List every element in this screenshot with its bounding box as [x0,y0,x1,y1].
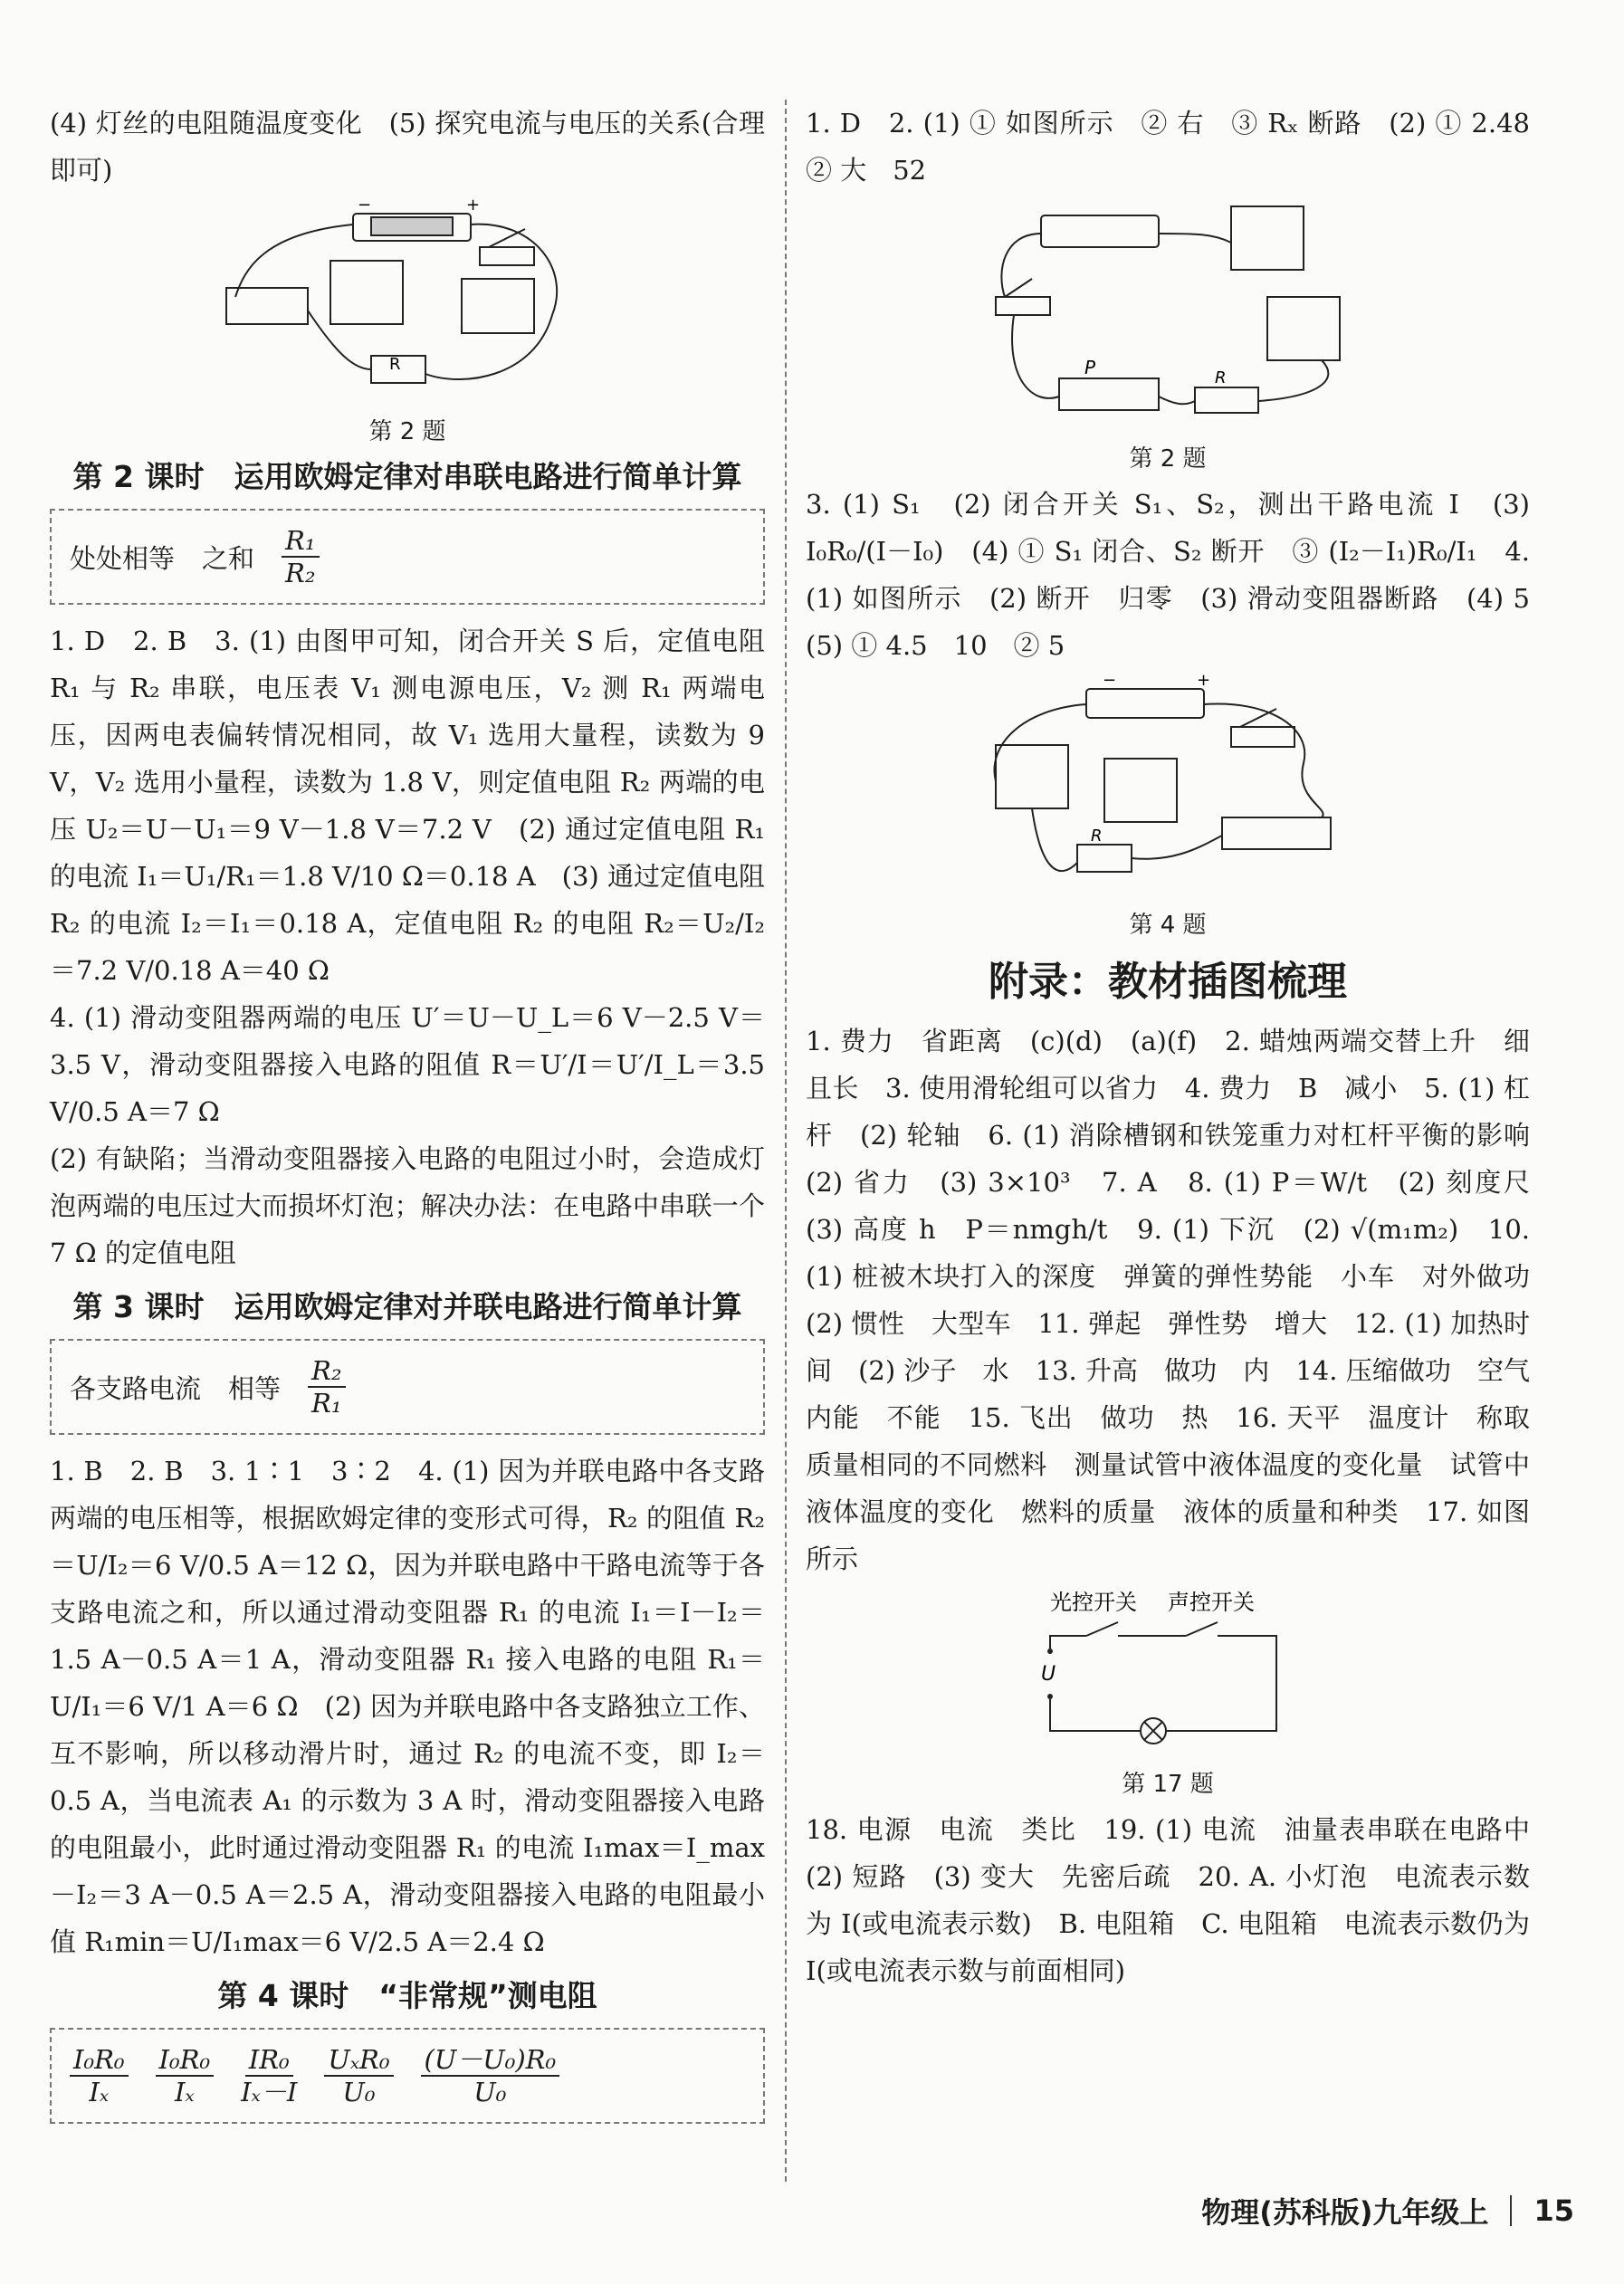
page-number: 15 [1533,2193,1574,2228]
answer-paragraph: 4. (1) 滑动变阻器两端的电压 U′＝U－U_L＝6 V－2.5 V＝3.5 V，滑动变阻器接入电路的阻值 R＝U′/I＝U′/I_L＝3.5 V/0.5 A＝7 Ω [50,1002,765,1127]
svg-text:P: P [1084,357,1096,378]
fill-box-section3 [50,1339,765,1435]
answer-paragraph: 18. 电源 电流 类比 19. (1) 电流 油量表串联在电路中 (2) 短路 (3) 变大 先密后疏 20. A. 小灯泡 电流表示数为 I(或电流表示数) B. 电阻箱 C. 电阻箱 电流表示数仍为 I(或电流表示数与前面相同) [806,1814,1557,1986]
box-text: 处处相等 [70,542,176,574]
appendix-title: 附录：教材插图梳理 [989,959,1347,1005]
numerator: R₂ [308,1355,345,1388]
circuit-figure-4 [806,673,1530,903]
fraction [70,2044,129,2107]
denominator: Iₓ [174,2077,195,2107]
answer-paragraph: 1. D 2. B 3. (1) 由图甲可知，闭合开关 S 后，定值电阻 R₁ 与 R₂ 串联，电压表 V₁ 测电源电压，V₂ 测 R₁ 两端电压，因两电表偏转情况相同，故 V₁ 选用大量程，读数为 9 V，V₂ 选用小量程，读数为 1.8 V，则定值电阻 R₂ 两端的电压 U₂＝U－U₁＝9 V－1.8 V＝7.2 V (2) 通过定值电阻 R₁ 的电流 I₁＝U₁/R₁＝1.8 V/10 Ω＝0.18 A (3) 通过定值电阻 R₂ 的电流 I₂＝I₁＝0.18 A，定值电阻 R₂ 的电阻 R₂＝U₂/I₂＝7.2 V/0.18 A＝40 Ω [50,626,765,986]
figure-caption: 第 4 题 [1129,912,1207,939]
fraction [241,2044,297,2107]
numerator: (U－U₀)R₀ [421,2044,560,2077]
book-title: 物理(苏科版)九年级上 [1201,2195,1489,2230]
light-switch-label: 光控开关 [1050,1590,1137,1615]
svg-text:+: + [466,197,481,215]
svg-text:−: − [358,197,372,215]
denominator: Iₓ [89,2077,110,2107]
right-column [806,100,1557,1994]
svg-text:R: R [1091,827,1103,846]
section-3-title: 第 3 课时 运用欧姆定律对并联电路进行简单计算 [72,1289,742,1324]
answer-paragraph: 1. D 2. (1) ① 如图所示 ② 右 ③ Rₓ 断路 (2) ① 2.48 ② 大 52 [806,108,1557,186]
svg-text:−: − [1103,673,1117,690]
figure-caption: 第 2 题 [368,418,446,445]
denominator: U₀ [473,2077,507,2107]
box-text: 各支路电流 [70,1372,202,1404]
numerator: I₀R₀ [70,2044,129,2077]
answer-paragraph: 1. B 2. B 3. 1∶1 3∶2 4. (1) 因为并联电路中各支路两端的电压相等，根据欧姆定律的变形式可得，R₂ 的阻值 R₂＝U/I₂＝6 V/0.5 A＝12 Ω，因为并联电路中干路电流等于各支路电流之和，所以通过滑动变阻器 R₁ 的电流 I₁＝I－I₂＝1.5 A－0.5 A＝1 A，滑动变阻器 R₁ 接入电路的电阻 R₁＝U/I₁＝6 V/1 A＝6 Ω (2) 因为并联电路中各支路独立工作、互不影响，所以移动滑片时，通过 R₂ 的电流不变，即 I₂＝0.5 A，当电流表 A₁ 的示数为 3 A 时，滑动变阻器接入电路的电阻最小，此时通过滑动变阻器 R₁ 的电流 I₁max＝I_max－I₂＝3 A－0.5 A＝2.5 A，滑动变阻器接入电路的电阻最小值 R₁min＝U/I₁max＝6 V/2.5 A＝2.4 Ω [50,1456,765,1957]
voltage-label: U [1041,1663,1056,1686]
denominator: R₂ [285,558,316,588]
answer-paragraph: 3. (1) S₁ (2) 闭合开关 S₁、S₂，测出干路电流 I (3) I₀R₀/(I－I₀) (4) ① S₁ 闭合、S₂ 断开 ③ (I₂－I₁)R₀/I₁ 4. (1) 如图所示 (2) 断开 归零 (3) 滑动变阻器断路 (4) 5 (5) ① 4.5 10 ② 5 [806,489,1557,661]
svg-text:R: R [1215,368,1227,387]
fraction [156,2044,215,2107]
figure-caption: 第 17 题 [1122,1771,1214,1798]
denominator: U₀ [342,2077,376,2107]
section-4-title: 第 4 课时 “非常规”测电阻 [217,1978,597,2013]
page-footer [1201,2190,1574,2231]
svg-text:+: + [1197,673,1211,690]
sound-switch-label: 声控开关 [1168,1590,1255,1615]
numerator: I₀R₀ [156,2044,215,2077]
numerator: R₁ [282,525,319,558]
fraction [324,2044,393,2107]
section-2-title: 第 2 课时 运用欧姆定律对串联电路进行简单计算 [72,459,742,494]
fraction [282,525,319,588]
fill-box-section2 [50,509,765,605]
circuit-figure-2-left [50,197,765,409]
fraction [308,1355,345,1419]
footer-divider [1510,2195,1512,2226]
figure-caption: 第 2 题 [1129,445,1207,473]
denominator: R₁ [311,1388,342,1419]
box-text: 相等 [228,1372,282,1404]
fraction [421,2044,560,2107]
fill-box-section4 [50,2028,765,2124]
svg-text:R: R [389,355,401,374]
column-divider [785,100,787,2182]
circuit-figure-17 [806,1586,1530,1762]
left-column [50,100,765,2136]
box-text: 之和 [202,542,255,574]
answer-paragraph: (2) 有缺陷；当滑动变阻器接入电路的电阻过小时，会造成灯泡两端的电压过大而损坏灯泡；解决办法：在电路中串联一个 7 Ω 的定值电阻 [50,1143,765,1268]
circuit-figure-2-right [806,197,1530,436]
numerator: UₓR₀ [324,2044,393,2077]
intro-text: (4) 灯丝的电阻随温度变化 (5) 探究电流与电压的关系(合理即可) [50,108,765,186]
denominator: Iₓ－I [241,2077,298,2107]
numerator: IR₀ [245,2044,293,2077]
answer-paragraph: 1. 费力 省距离 (c)(d) (a)(f) 2. 蜡烛两端交替上升 细且长 3. 使用滑轮组可以省力 4. 费力 B 减小 5. (1) 杠杆 (2) 轮轴 6. (1) 消除槽钢和铁笼重力对杠杆平衡的影响 (2) 省力 (3) 3×10³ 7. A 8. (1) P＝W/t (2) 刻度尺 (3) 高度 h P＝nmgh/t 9. (1) 下沉 (2) √(m₁m₂) 10. (1) 桩被木块打入的深度 弹簧的弹性势能 小车 对外做功 (2) 惯性 大型车 11. 弹起 弹性势 增大 12. (1) 加热时间 (2) 沙子 水 13. 升高 做功 内 14. 压缩做功 空气内能 不能 15. 飞出 做功 热 16. 天平 温度计 称取质量相同的不同燃料 测量试管中液体温度的变化量 试管中液体温度的变化 燃料的质量 液体的质量和种类 17. 如图所示 [806,1026,1557,1574]
